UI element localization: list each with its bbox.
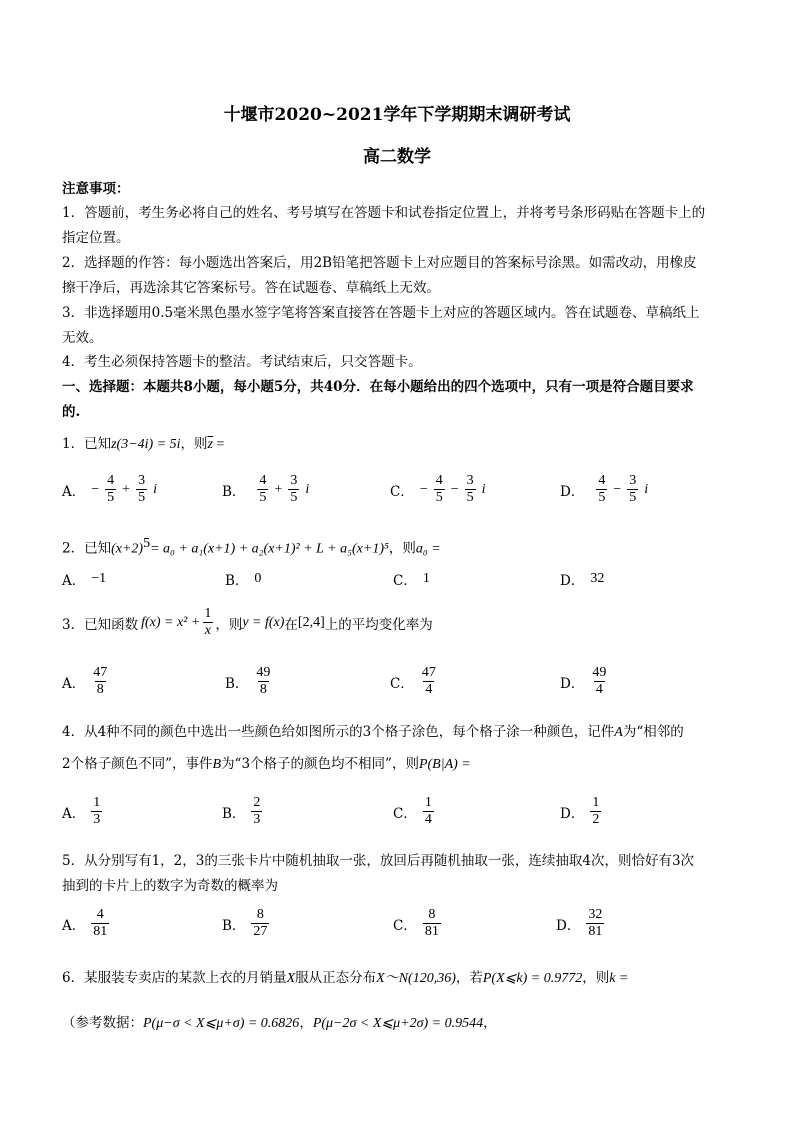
q1-mid: ，则 [180, 436, 208, 452]
q3-y: y = f(x) [242, 614, 285, 630]
fraction [288, 473, 299, 506]
numerator: 1 [93, 795, 101, 810]
denominator: 81 [424, 924, 439, 939]
option-label: D． [560, 573, 585, 589]
option-label: C． [393, 573, 417, 589]
q2-option-d [560, 569, 604, 589]
q5-option-a [62, 907, 109, 940]
numerator: 4 [435, 473, 443, 488]
denominator: 5 [290, 490, 298, 505]
fraction [254, 665, 272, 698]
note-2-line-2: 擦干净后，再选涂其它答案标号。答在试题卷、草稿纸上无效。 [62, 280, 440, 296]
q6-distribution: X～N(120,36) [376, 971, 456, 986]
q1-option-a [62, 473, 157, 506]
fraction [423, 795, 434, 828]
q6-condition: P(X⩽k) = 0.9772 [482, 971, 583, 986]
question-2-stem [62, 536, 441, 558]
option-label: B． [222, 917, 246, 934]
denominator: 4 [425, 682, 433, 697]
numerator: 4 [96, 907, 104, 922]
q4-option-c [393, 795, 434, 828]
denominator: 8 [96, 682, 104, 697]
fraction [434, 473, 445, 506]
numerator: 49 [256, 665, 271, 680]
q3-option-d [560, 665, 608, 698]
denominator: 3 [93, 812, 101, 827]
fraction [465, 473, 476, 506]
q3-option-a [62, 665, 109, 698]
option-label: D． [560, 675, 585, 692]
fraction [136, 473, 147, 506]
option-label: C． [390, 483, 414, 500]
option-label: B． [222, 483, 246, 500]
numerator: 32 [588, 907, 603, 922]
q3-prefix: 3．已知函数 [62, 616, 139, 633]
fraction [251, 907, 269, 940]
option-sign: − [91, 481, 100, 497]
denominator: 81 [588, 924, 603, 939]
fraction [627, 473, 638, 506]
q4-text: 为“相邻的 [622, 724, 684, 740]
q3-function: f(x) = x² + [141, 614, 201, 630]
q6-text: （参考数据： [62, 1015, 143, 1031]
q1-zbar: $\overline{z}$ [207, 437, 213, 452]
q6-text: 服从正态分布 [295, 970, 377, 986]
q4-event-a: A [614, 725, 623, 740]
q4-option-b [222, 795, 262, 828]
q3-interval: [2,4] [297, 614, 325, 630]
q6-text: ，则 [582, 970, 610, 986]
operator: − [450, 481, 459, 497]
q5-option-c [393, 907, 441, 940]
denominator: 4 [595, 682, 603, 697]
question-4-line-2 [62, 752, 471, 773]
q4-event-b: B [212, 757, 222, 772]
note-2-line-1: 2．选择题的作答：每小题选出答案后，用2B铅笔把答题卡上对应题目的答案标号涂黑。如需改动，用橡皮 [62, 255, 697, 271]
exam-subtitle: 高二数学 [363, 147, 431, 167]
fraction [423, 907, 441, 940]
q4-expression: P(B|A) = [418, 757, 471, 772]
fraction [596, 473, 607, 506]
imaginary-unit: i [481, 481, 486, 497]
operator: + [274, 481, 283, 497]
note-4: 4．考生必须保持答题卡的整洁。考试结束后，只交答题卡。 [62, 354, 422, 370]
option-value: −1 [91, 571, 107, 586]
question-3-stem [62, 606, 433, 639]
q6-k: k = [609, 971, 629, 986]
fraction [586, 907, 604, 940]
note-1-line-2: 指定位置。 [62, 230, 130, 246]
numerator: 49 [592, 665, 607, 680]
question-1-stem [62, 432, 224, 453]
numerator: 1 [424, 795, 432, 810]
q4-text: 2个格子颜色不同”，事件 [62, 756, 213, 772]
question-4-line-1 [62, 720, 684, 741]
numerator: 3 [629, 473, 637, 488]
operator: + [122, 481, 131, 497]
numerator: 3 [138, 473, 146, 488]
q6-text: 6．某服装专卖店的某款上衣的月销量 [62, 970, 287, 986]
q4-text: 为“3个格子的颜色均不相同”，则 [221, 756, 419, 772]
q2-suffix: ，则 [388, 540, 416, 557]
denominator: 3 [253, 812, 261, 827]
q1-option-b [222, 473, 309, 506]
fraction [590, 665, 608, 698]
q1-eq: = [213, 437, 225, 452]
option-label: A． [62, 805, 86, 822]
fraction [91, 907, 109, 940]
denominator: 5 [598, 490, 606, 505]
question-6-line-1 [62, 966, 628, 987]
fraction [105, 473, 116, 506]
fraction [590, 795, 601, 828]
q6-separator: ， [299, 1015, 313, 1031]
denominator: 8 [259, 682, 267, 697]
denominator: 5 [259, 490, 267, 505]
q2-ask: a₀ = [415, 541, 441, 557]
numerator: 3 [466, 473, 474, 488]
numerator: 8 [256, 907, 264, 922]
option-sign: − [419, 481, 428, 497]
fraction [257, 473, 268, 506]
option-value: 0 [254, 571, 262, 586]
option-label: B． [225, 573, 249, 589]
section-1-heading-line-2: 的. [62, 404, 81, 420]
q2-option-b [225, 569, 261, 589]
option-value: 32 [590, 571, 605, 586]
question-5-line-1: 5．从分别写有1，2，3的三张卡片中随机抽取一张，放回后再随机抽取一张，连续抽取4次，则恰好有3次 [62, 853, 695, 869]
imaginary-unit: i [644, 481, 649, 497]
fraction [251, 795, 262, 828]
question-5-line-2: 抽到的卡片上的数字为奇数的概率为 [62, 878, 278, 894]
q5-option-b [222, 907, 269, 940]
q4-option-a [62, 795, 102, 828]
option-label: B． [222, 805, 246, 822]
notes-heading: 注意事项： [62, 181, 130, 197]
numerator: 3 [290, 473, 298, 488]
option-label: C． [390, 675, 414, 692]
fraction [202, 606, 213, 639]
fraction [420, 665, 438, 698]
q6-reference-2: P(μ−2σ < X⩽μ+2σ) = 0.9544 [312, 1016, 484, 1031]
question-6-line-2 [62, 1011, 497, 1032]
q6-text: ，若 [455, 970, 483, 986]
option-label: A． [62, 675, 86, 692]
q6-variable: X [286, 971, 296, 986]
q3-in: 在 [284, 616, 298, 633]
q3-suffix: 上的平均变化率为 [324, 616, 433, 633]
q1-prefix: 1．已知 [62, 436, 112, 452]
q2-option-a [62, 569, 106, 589]
denominator: 5 [466, 490, 474, 505]
option-label: A． [62, 483, 86, 500]
q4-text: 4．从4种不同的颜色中选出一些颜色给如图所示的3个格子涂色，每个格子涂一种颜色，记件 [62, 724, 615, 740]
option-label: C． [393, 917, 417, 934]
numerator: 2 [253, 795, 261, 810]
fraction [91, 665, 109, 698]
imaginary-unit: i [153, 481, 157, 497]
denominator: 81 [93, 924, 108, 939]
q2-prefix: 2．已知 [62, 540, 112, 557]
denominator: 27 [253, 924, 268, 939]
exam-title: 十堰市2020~2021学年下学期期末调研考试 [223, 105, 571, 125]
numerator: 1 [204, 606, 212, 621]
denominator: 5 [629, 490, 637, 505]
note-1-line-1: 1．答题前，考生务必将自己的姓名、考号填写在答题卡和试卷指定位置上，并将考号条形码贴在答题卡上的 [62, 205, 706, 221]
option-label: C． [393, 805, 417, 822]
q2-lhs: (x+2) [111, 541, 144, 557]
section-1-heading-line-1: 一、选择题：本题共8小题，每小题5分，共40分．在每小题给出的四个选项中，只有一项是符合题目要求 [62, 379, 694, 395]
numerator: 1 [592, 795, 600, 810]
q3-option-b [225, 665, 272, 698]
operator: − [613, 481, 622, 497]
option-label: D． [560, 805, 585, 822]
denominator: 5 [138, 490, 146, 505]
q1-option-d [560, 473, 648, 506]
option-label: A． [62, 573, 86, 589]
denominator: 5 [435, 490, 443, 505]
q5-option-d [556, 907, 604, 940]
fraction [91, 795, 102, 828]
q4-option-d [560, 795, 601, 828]
q6-reference-1: P(μ−σ < X⩽μ+σ) = 0.6826 [143, 1016, 300, 1031]
numerator: 47 [93, 665, 108, 680]
option-label: D． [560, 483, 585, 500]
q6-end: ， [483, 1015, 497, 1031]
option-label: B． [225, 675, 249, 692]
numerator: 47 [421, 665, 436, 680]
option-label: A． [62, 917, 86, 934]
denominator: 4 [424, 812, 432, 827]
numerator: 4 [107, 473, 115, 488]
q2-option-c [393, 569, 430, 589]
option-label: D． [556, 917, 581, 934]
note-3-line-2: 无效。 [62, 330, 103, 346]
q3-option-c [390, 665, 438, 698]
q3-mid: ，则 [215, 616, 243, 633]
numerator: 4 [598, 473, 606, 488]
option-value: 1 [422, 571, 430, 586]
q1-expression: z(3−4i) = 5i [111, 437, 181, 452]
q2-lhs-exponent: 5 [143, 536, 151, 551]
note-3-line-1: 3．非选择题用0.5毫米黑色墨水签字笔将答案直接答在答题卡上对应的答题区域内。答在试题卷、草稿纸上 [62, 305, 700, 321]
imaginary-unit: i [305, 481, 310, 497]
denominator: x [204, 623, 211, 638]
numerator: 4 [259, 473, 267, 488]
numerator: 8 [428, 907, 436, 922]
q1-option-c [390, 473, 486, 506]
denominator: 2 [592, 812, 600, 827]
denominator: 5 [107, 490, 115, 505]
q2-rhs: = a₀ + a₁(x+1) + a₂(x+1)² + L + a₅(x+1)⁵ [150, 541, 389, 557]
